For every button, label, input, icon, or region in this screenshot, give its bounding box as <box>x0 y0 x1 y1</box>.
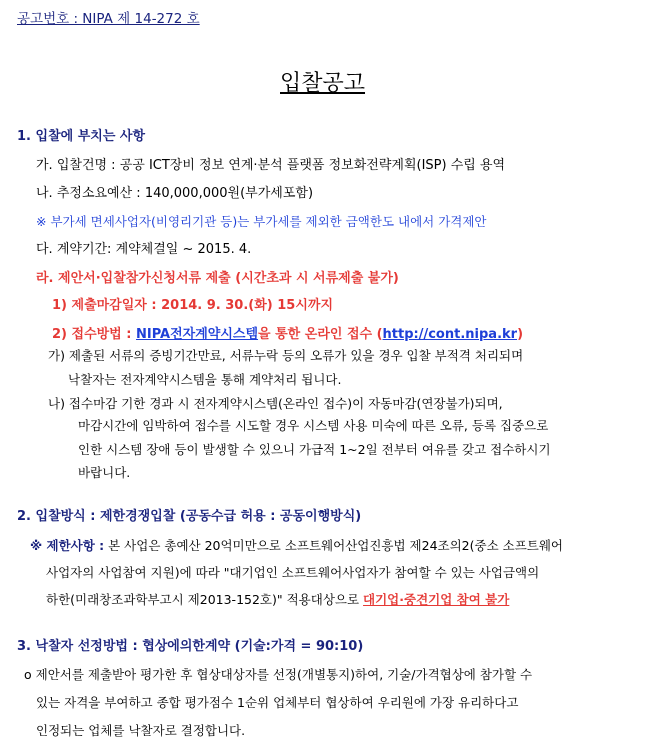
section2-heading: 2. 입찰방식 : 제한경쟁입찰 (공동수급 허용 : 공동이행방식) <box>17 509 362 524</box>
restriction-line-1 <box>30 537 563 555</box>
sub-ga-line-2: 낙찰자는 전자계약시스템을 통해 계약처리 됩니다. <box>68 372 342 387</box>
method-suffix: ) <box>517 327 524 342</box>
page-title: 입찰공고 <box>280 71 366 96</box>
section1-heading: 1. 입찰에 부치는 사항 <box>17 129 146 144</box>
item-na-budget: 나. 추정소요예산 : 140,000,000원(부가세포함) <box>36 186 314 201</box>
submission-deadline: 1) 제출마감일자 : 2014. 9. 30.(화) 15시까지 <box>52 298 334 313</box>
submission-method <box>52 326 523 344</box>
contract-url-link[interactable]: http://cont.nipa.kr <box>382 327 518 342</box>
section3-heading: 3. 낙찰자 선정방법 : 협상에의한계약 (기술:가격 = 90:10) <box>17 639 364 654</box>
selection-line-3: 인정되는 업체를 낙찰자로 결정합니다. <box>36 723 246 738</box>
sub-ga-line-1: 가) 제출된 서류의 증빙기간만료, 서류누락 등의 오류가 있을 경우 입찰 부적격 처리되며 <box>48 348 524 363</box>
sub-na-line-3: 인한 시스템 장애 등이 발생할 수 있으니 가급적 1~2일 전부터 여유를 갖고 접수하시기 <box>78 442 551 457</box>
notice-number: 공고번호 : NIPA 제 14-272 호 <box>17 11 200 27</box>
restriction-text: 본 사업은 총예산 20억미만으로 소프트웨어산업진흥법 제24조의2(중소 소프트웨어 <box>104 538 564 553</box>
large-company-excluded: 대기업·중견기업 참여 불가 <box>363 592 510 607</box>
sub-na-line-2: 마감시간에 임박하여 접수를 시도할 경우 시스템 사용 미숙에 따른 오류, 등록 집중으로 <box>78 418 549 433</box>
item-da-contract-period: 다. 계약기간: 계약체결일 ~ 2015. 4. <box>36 242 252 257</box>
method-mid: 을 통한 온라인 접수 ( <box>258 327 383 342</box>
selection-line-2: 있는 자격을 부여하고 종합 평가점수 1순위 업체부터 협상하여 우리원에 가장 유리하다고 <box>36 695 519 710</box>
selection-line-1: o 제안서를 제출받아 평가한 후 협상대상자를 선정(개별통지)하여, 기술/가격협상에 참가할 수 <box>24 667 533 682</box>
sub-na-line-4: 바랍니다. <box>78 465 131 480</box>
item-ga-project-name: 가. 입찰건명 : 공공 ICT장비 정보 연계·분석 플랫폼 정보화전략계획(ISP) 수립 용역 <box>36 158 506 173</box>
method-prefix: 2) 접수방법 : <box>52 327 136 342</box>
vat-note: ※ 부가세 면세사업자(비영리기관 등)는 부가세를 제외한 금액한도 내에서 가격제안 <box>36 214 487 229</box>
restriction-line-3 <box>46 591 509 609</box>
sub-na-line-1: 나) 접수마감 기한 경과 시 전자계약시스템(온라인 접수)이 자동마감(연장불가)되며, <box>48 396 503 411</box>
restriction-line-2: 사업자의 사업참여 지원)에 따라 "대기업인 소프트웨어사업자가 참여할 수 있는 사업금액의 <box>46 565 540 580</box>
restriction-label: ※ 제한사항 : <box>30 538 105 553</box>
item-ra-submission: 라. 제안서·입찰참가신청서류 제출 (시간초과 시 서류제출 불가) <box>36 271 399 286</box>
e-contract-system-link[interactable]: NIPA전자계약시스템 <box>136 327 259 342</box>
restriction-text-3: 하한(미래창조과학부고시 제2013-152호)" 적용대상으로 <box>46 592 364 607</box>
